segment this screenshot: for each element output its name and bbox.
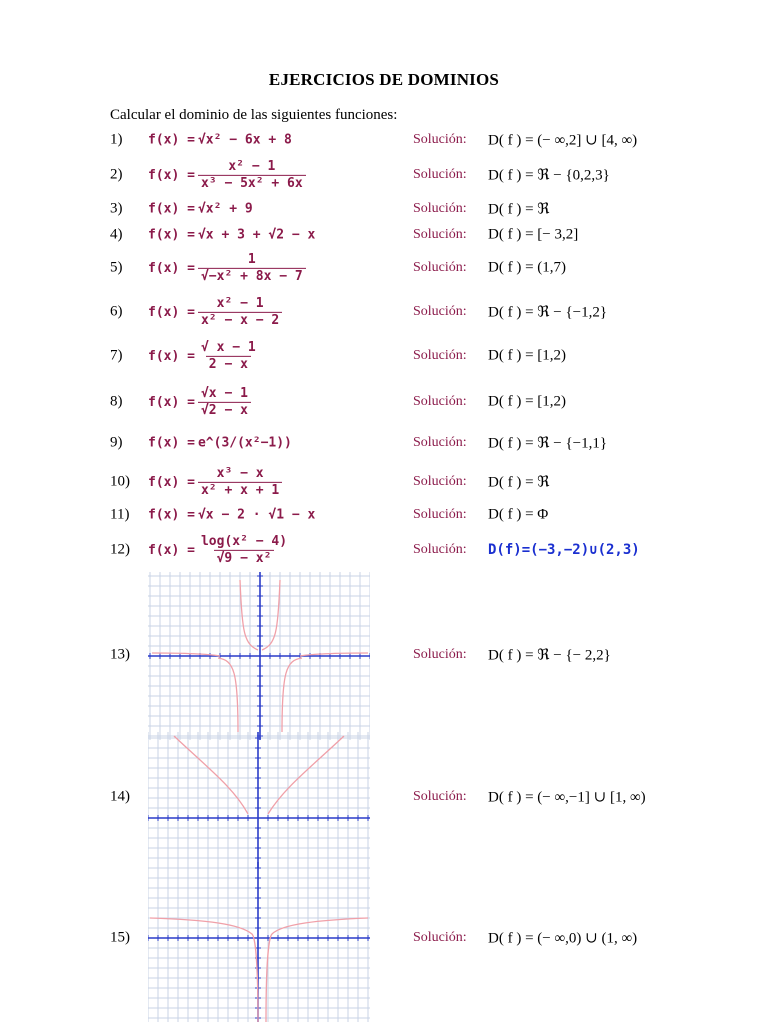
exercise-number: 9) [110, 434, 123, 451]
function-formula [148, 436, 292, 451]
denominator: x² + x + 1 [198, 482, 282, 498]
function-formula [148, 160, 306, 190]
denominator: √9 − x² [214, 550, 275, 566]
function-name: f(x) = [148, 260, 195, 276]
solution-domain: D( f ) = ℜ − {−1,2} [488, 304, 608, 321]
numerator: √ x − 1 [200, 339, 256, 355]
function-formula [148, 253, 306, 283]
denominator: √2 − x [198, 402, 251, 418]
function-expression: √x² − 6x + 8 [197, 132, 292, 148]
function-graph [148, 572, 370, 740]
fraction [198, 297, 282, 327]
exercise-number: 10) [110, 473, 130, 490]
solution-label: Solución: [413, 304, 467, 319]
function-expression: √x − 2 · √1 − x [197, 507, 316, 523]
numerator: √x − 1 [200, 385, 248, 401]
solution-domain: D( f ) = ℜ [488, 474, 550, 491]
function-curve [240, 580, 258, 650]
solution-domain: D( f ) = (− ∞,0) ∪ (1, ∞) [488, 930, 638, 947]
solution-label: Solución: [413, 260, 467, 275]
function-graph [148, 732, 370, 868]
function-formula [148, 467, 282, 497]
fraction [198, 535, 290, 565]
solution-domain: D( f ) = (− ∞,2] ∪ [4, ∞) [488, 132, 638, 149]
function-curve [282, 658, 302, 732]
solution-label: Solución: [413, 789, 467, 804]
function-name: f(x) = [148, 394, 195, 410]
denominator: x² − x − 2 [198, 312, 282, 328]
solution-label: Solución: [413, 647, 467, 662]
function-name: f(x) = [148, 304, 195, 320]
exercise-number: 6) [110, 303, 123, 320]
solution-label: Solución: [413, 348, 467, 363]
function-name: f(x) = [148, 542, 195, 558]
function-formula [148, 341, 259, 371]
instructions-text: Calcular el dominio de las siguientes funciones: [110, 107, 398, 123]
solution-label: Solución: [413, 474, 467, 489]
exercise-number: 3) [110, 200, 123, 217]
solution-domain: D( f ) = [1,2) [488, 347, 567, 364]
solution-domain: D(f)=(−3,−2)∪(2,3) [488, 542, 640, 558]
solution-domain: D( f ) = ℜ − {0,2,3} [488, 167, 610, 184]
exercise-number: 1) [110, 131, 123, 148]
function-name: f(x) = [148, 132, 195, 148]
numerator: x² − 1 [228, 158, 276, 174]
function-name: f(x) = [148, 435, 195, 451]
solution-domain: D( f ) = Φ [488, 506, 549, 523]
solution-label: Solución: [413, 167, 467, 182]
exercise-number: 11) [110, 506, 130, 523]
solution-label: Solución: [413, 542, 467, 557]
exercise-number: 8) [110, 393, 123, 410]
function-curve [150, 918, 258, 1022]
exercise-number: 2) [110, 166, 123, 183]
denominator: √−x² + 8x − 7 [198, 268, 306, 284]
function-name: f(x) = [148, 201, 195, 217]
function-name: f(x) = [148, 167, 195, 183]
function-formula [148, 297, 282, 327]
exercise-number: 14) [110, 788, 130, 805]
solution-domain: D( f ) = (− ∞,−1] ∪ [1, ∞) [488, 789, 646, 806]
numerator: x³ − x [216, 465, 264, 481]
function-curve [266, 918, 368, 1022]
denominator: 2 − x [206, 356, 251, 372]
solution-domain: D( f ) = [1,2) [488, 393, 567, 410]
function-formula [148, 387, 251, 417]
solution-domain: D( f ) = (1,7) [488, 259, 567, 276]
solution-domain: D( f ) = ℜ − {− 2,2} [488, 647, 611, 664]
fraction [198, 160, 306, 190]
function-name: f(x) = [148, 474, 195, 490]
exercise-number: 4) [110, 226, 123, 243]
function-graph [148, 862, 370, 1022]
solution-label: Solución: [413, 201, 467, 216]
numerator: x² − 1 [216, 295, 264, 311]
fraction [198, 387, 251, 417]
function-formula [148, 202, 253, 217]
function-expression: √x + 3 + √2 − x [197, 227, 316, 243]
solution-domain: D( f ) = ℜ − {−1,1} [488, 435, 608, 452]
exercise-number: 12) [110, 541, 130, 558]
exercise-number: 15) [110, 929, 130, 946]
numerator: log(x² − 4) [200, 533, 288, 549]
exercise-number: 7) [110, 347, 123, 364]
function-expression: √x² + 9 [197, 201, 253, 217]
function-expression: e^(3/(x²−1)) [197, 435, 292, 451]
function-name: f(x) = [148, 507, 195, 523]
solution-label: Solución: [413, 435, 467, 450]
exercise-number: 13) [110, 646, 130, 663]
solution-label: Solución: [413, 507, 467, 522]
solution-domain: D( f ) = ℜ [488, 201, 550, 218]
solution-label: Solución: [413, 227, 467, 242]
solution-domain: D( f ) = [− 3,2] [488, 226, 579, 243]
page-title: EJERCICIOS DE DOMINIOS [268, 70, 500, 89]
solution-label: Solución: [413, 394, 467, 409]
function-curve [262, 580, 280, 650]
function-curve [218, 658, 238, 732]
function-formula [148, 133, 292, 148]
function-name: f(x) = [148, 227, 195, 243]
function-formula [148, 228, 315, 243]
exercise-number: 5) [110, 259, 123, 276]
function-name: f(x) = [148, 348, 195, 364]
fraction [198, 467, 282, 497]
solution-label: Solución: [413, 132, 467, 147]
fraction [198, 253, 306, 283]
fraction [198, 341, 259, 371]
numerator: 1 [247, 251, 256, 267]
solution-label: Solución: [413, 930, 467, 945]
function-formula [148, 508, 315, 523]
denominator: x³ − 5x² + 6x [198, 175, 306, 191]
function-formula [148, 535, 290, 565]
